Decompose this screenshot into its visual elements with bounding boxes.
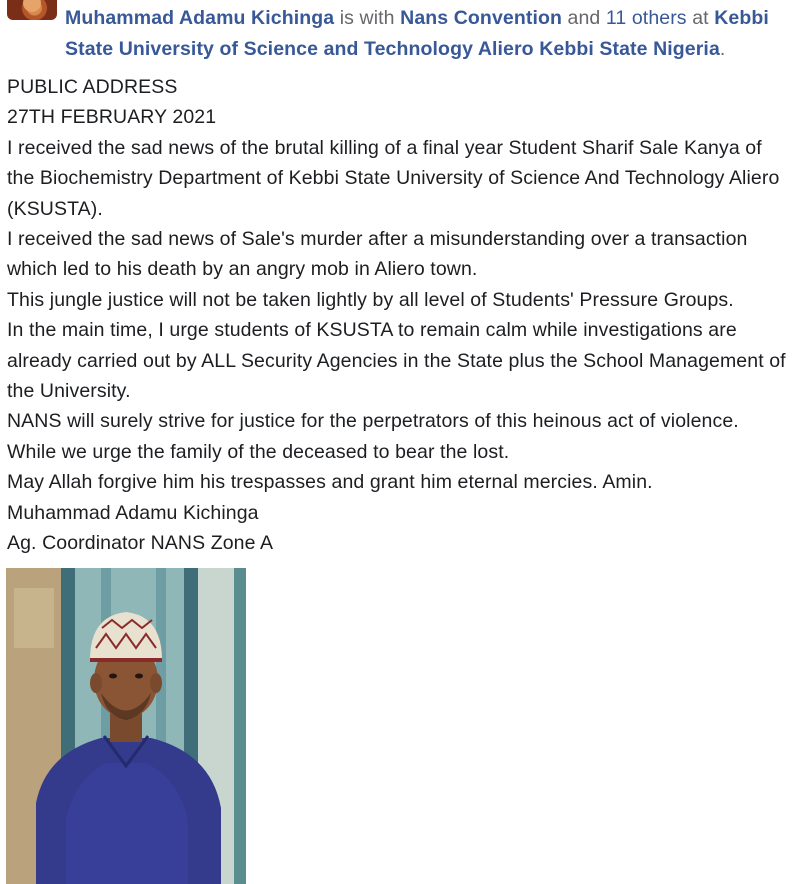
post-title: PUBLIC ADDRESS bbox=[7, 76, 178, 98]
post-paragraph: I received the sad news of the brutal killing of a final year Student Sharif Sale Kanya of the Biochemistry Department of Kebbi State University of Science And Technology Aliero (KSUSTA). bbox=[7, 136, 780, 220]
at-text: at bbox=[692, 7, 709, 29]
and-text: and bbox=[567, 7, 601, 29]
post-header-text bbox=[65, 3, 785, 65]
post-paragraph: This jungle justice will not be taken lightly by all level of Students' Pressure Groups. bbox=[7, 288, 734, 311]
post-paragraph: May Allah forgive him his trespasses and grant him eternal mercies. Amin. bbox=[7, 471, 653, 494]
others-link[interactable]: 11 others bbox=[605, 7, 687, 29]
end-punct: . bbox=[719, 38, 726, 60]
post-body bbox=[7, 72, 792, 559]
post-paragraph: In the main time, I urge students of KSUSTA to remain calm while investigations are already carried out by ALL Security Agencies in the State plus the School Management of the University. bbox=[7, 319, 786, 403]
post-paragraph: I received the sad news of Sale's murder after a misunderstanding over a transaction which led to his death by an angry mob in Aliero town. bbox=[7, 228, 748, 281]
with-text: is with bbox=[339, 7, 395, 29]
tagged-user-link[interactable]: Nans Convention bbox=[400, 7, 562, 29]
author-name-link[interactable]: Muhammad Adamu Kichinga bbox=[65, 7, 335, 29]
signature-title: Ag. Coordinator NANS Zone A bbox=[7, 532, 274, 555]
location-link[interactable]: Kebbi State University of Science and Technology Aliero Kebbi State Nigeria bbox=[65, 7, 769, 60]
post-paragraph: While we urge the family of the deceased to bear the lost. bbox=[7, 440, 510, 463]
signature-name: Muhammad Adamu Kichinga bbox=[7, 501, 259, 524]
person-photo[interactable] bbox=[6, 568, 246, 884]
post-date: 27TH FEBRUARY 2021 bbox=[7, 106, 217, 129]
post-paragraph: NANS will surely strive for justice for the perpetrators of this heinous act of violence. bbox=[7, 410, 739, 433]
author-avatar[interactable] bbox=[7, 0, 57, 20]
